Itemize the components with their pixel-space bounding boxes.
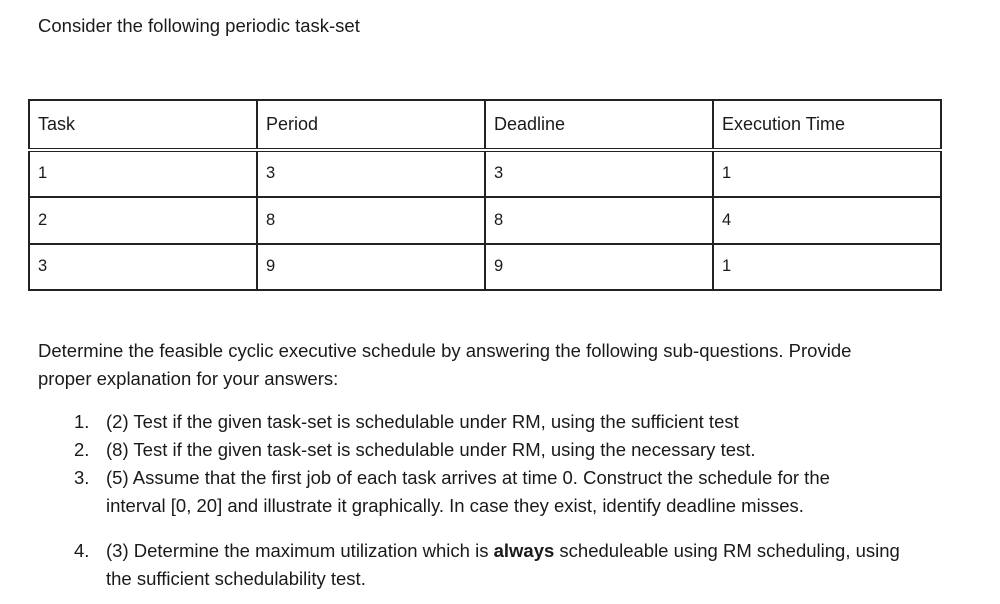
question-text-continued: the sufficient schedulability test.: [106, 568, 366, 589]
table-header-row: [29, 100, 941, 150]
question-1: [74, 408, 739, 436]
question-number: 1.: [74, 411, 90, 432]
emphasis-always: always: [493, 540, 555, 561]
cell-deadline: 9: [485, 244, 713, 290]
intro-text: Consider the following periodic task-set: [38, 15, 360, 36]
cell-task: 3: [29, 244, 257, 290]
table-row: [29, 150, 941, 198]
cell-execution-time: 1: [713, 150, 941, 198]
task-set-table: [28, 99, 942, 291]
header-period: Period: [257, 100, 485, 150]
header-execution-time: Execution Time: [713, 100, 941, 150]
cell-task: 2: [29, 197, 257, 243]
question-number: 4.: [74, 540, 90, 561]
question-text: (5) Assume that the first job of each task arrives at time 0. Construct the schedule for the: [106, 467, 830, 488]
question-4: [74, 537, 900, 593]
cell-execution-time: 4: [713, 197, 941, 243]
question-text: (2) Test if the given task-set is schedulable under RM, using the sufficient test: [106, 411, 739, 432]
header-deadline: Deadline: [485, 100, 713, 150]
instructions-line-2: proper explanation for your answers:: [38, 368, 339, 389]
question-text: (8) Test if the given task-set is schedulable under RM, using the necessary test.: [106, 439, 756, 460]
question-3: [74, 464, 830, 520]
question-text: (3) Determine the maximum utilization which is: [106, 540, 494, 561]
cell-period: 9: [257, 244, 485, 290]
cell-execution-time: 1: [713, 244, 941, 290]
header-task: Task: [29, 100, 257, 150]
cell-period: 8: [257, 197, 485, 243]
question-2: [74, 436, 756, 464]
question-text-tail: scheduleable using RM scheduling, using: [554, 540, 900, 561]
cell-deadline: 3: [485, 150, 713, 198]
instructions-line-1: Determine the feasible cyclic executive schedule by answering the following sub-questions. Provide: [38, 340, 852, 361]
question-number: 2.: [74, 439, 90, 460]
cell-deadline: 8: [485, 197, 713, 243]
cell-period: 3: [257, 150, 485, 198]
table-row: [29, 197, 941, 243]
cell-task: 1: [29, 150, 257, 198]
question-text-continued: interval [0, 20] and illustrate it graphically. In case they exist, identify deadline misses.: [106, 495, 804, 516]
instructions-paragraph: [38, 337, 938, 393]
table-row: [29, 244, 941, 290]
question-number: 3.: [74, 467, 90, 488]
